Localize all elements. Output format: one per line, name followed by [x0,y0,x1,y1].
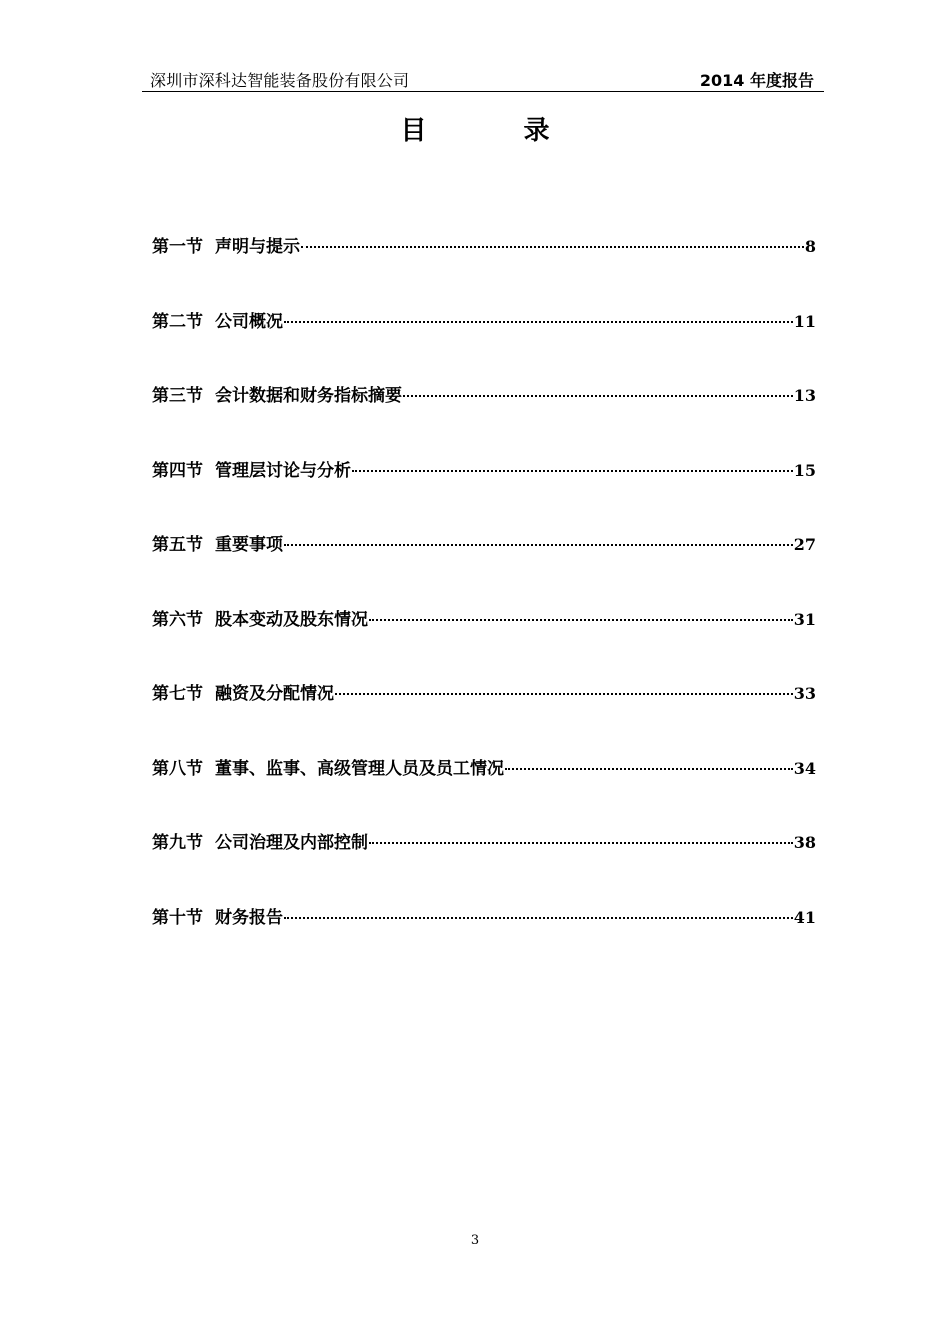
toc-entry[interactable] [152,605,816,680]
toc-entry-heading: 会计数据和财务指标摘要 [215,386,402,406]
toc-dot-leader [284,320,793,323]
toc-entry-heading: 董事、监事、高级管理人员及员工情况 [215,758,504,779]
toc-entry-section: 第四节 [152,460,203,481]
toc-list [152,232,816,977]
toc-entry-heading: 财务报告 [215,907,283,928]
toc-entry-page: 15 [793,460,816,480]
header-report-title: 2014 年度报告 [699,71,814,90]
toc-entry-page: 27 [793,535,816,554]
toc-entry-heading: 公司概况 [215,311,283,332]
toc-dot-leader [403,394,793,397]
header-company-name: 深圳市深科达智能装备股份有限公司 [150,71,410,90]
toc-entry-section: 第二节 [152,311,203,332]
toc-entry[interactable] [152,828,816,903]
toc-entry-section: 第五节 [152,535,203,555]
toc-entry[interactable] [152,903,816,978]
toc-entry-page: 11 [793,311,816,331]
toc-dot-leader [284,543,793,546]
toc-entry-section: 第十节 [152,907,203,928]
toc-dot-leader [335,692,793,695]
toc-entry-page: 8 [804,237,816,256]
page-number: 3 [470,1233,480,1248]
toc-entry-page: 41 [793,907,816,927]
toc-entry[interactable] [152,530,816,605]
toc-entry-section: 第一节 [152,237,203,257]
toc-dot-leader [352,469,793,472]
toc-dot-leader [301,245,804,248]
toc-entry-heading: 管理层讨论与分析 [215,460,351,481]
toc-entry-heading: 股本变动及股东情况 [215,609,368,630]
toc-entry-page: 34 [793,758,816,778]
toc-title: 目 录 [400,116,594,146]
toc-entry-heading: 公司治理及内部控制 [215,833,368,853]
toc-dot-leader [369,841,793,844]
toc-dot-leader [369,618,793,621]
toc-entry-page: 38 [793,833,816,852]
toc-entry-section: 第七节 [152,684,203,704]
toc-entry[interactable] [152,679,816,754]
toc-entry[interactable] [152,456,816,531]
toc-dot-leader [284,916,793,919]
toc-entry[interactable] [152,754,816,829]
toc-entry-heading: 重要事项 [215,535,283,555]
toc-entry-section: 第三节 [152,386,203,406]
toc-dot-leader [505,767,793,770]
toc-entry[interactable] [152,232,816,307]
page-header [142,66,824,92]
toc-entry-heading: 声明与提示 [215,237,300,257]
toc-entry[interactable] [152,307,816,382]
toc-entry-section: 第六节 [152,609,203,630]
toc-entry-page: 31 [793,609,816,629]
toc-entry-heading: 融资及分配情况 [215,684,334,704]
toc-entry-page: 13 [793,386,816,405]
toc-entry-page: 33 [793,684,816,703]
toc-entry[interactable] [152,381,816,456]
toc-entry-section: 第九节 [152,833,203,853]
toc-entry-section: 第八节 [152,758,203,779]
